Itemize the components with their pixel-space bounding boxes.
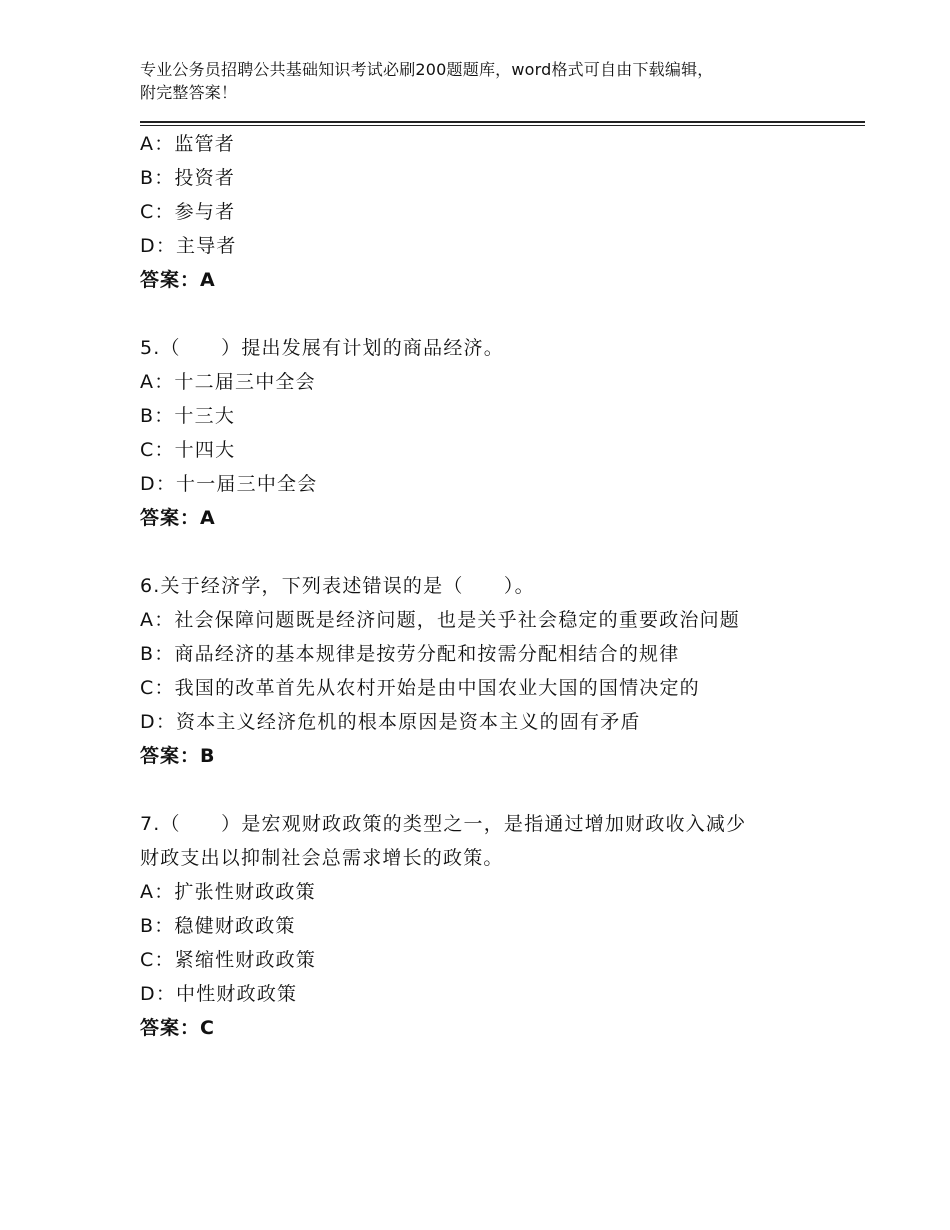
header-divider-thick	[140, 121, 865, 123]
option-a: A：扩张性财政政策	[140, 881, 316, 903]
option-a: A：社会保障问题既是经济问题，也是关乎社会稳定的重要政治问题	[140, 609, 740, 631]
option-a: A：监管者	[140, 133, 235, 155]
option-b: B：投资者	[140, 167, 236, 189]
question-stem: 6.关于经济学，下列表述错误的是（ ）。	[140, 575, 535, 597]
option-a: A：十二届三中全会	[140, 371, 316, 393]
spacer	[140, 297, 840, 331]
option-c: C：我国的改革首先从农村开始是由中国农业大国的国情决定的	[140, 677, 700, 699]
question-stem-line-1: 7.（ ）是宏观财政政策的类型之一，是指通过增加财政收入减少	[140, 813, 747, 835]
question-7	[140, 807, 840, 1045]
answer: 答案：A	[140, 269, 216, 291]
page-header	[140, 58, 820, 104]
question-5	[140, 331, 840, 535]
question-stem-line-2: 财政支出以抑制社会总需求增长的政策。	[140, 847, 504, 869]
option-d: D：资本主义经济危机的根本原因是资本主义的固有矛盾	[140, 711, 641, 733]
answer: 答案：A	[140, 507, 216, 529]
answer: 答案：C	[140, 1017, 215, 1039]
question-list	[140, 127, 840, 1045]
header-line-1: 专业公务员招聘公共基础知识考试必刷200题题库，word格式可自由下载编辑，	[140, 60, 714, 79]
header-line-2: 附完整答案！	[140, 83, 238, 102]
option-d: D：主导者	[140, 235, 237, 257]
spacer	[140, 773, 840, 807]
question-stem: 5.（ ）提出发展有计划的商品经济。	[140, 337, 504, 359]
option-c: C：十四大	[140, 439, 236, 461]
question-4	[140, 127, 840, 297]
question-6	[140, 569, 840, 773]
option-d: D：中性财政政策	[140, 983, 298, 1005]
header-divider-thin	[140, 125, 865, 126]
option-b: B：十三大	[140, 405, 236, 427]
option-d: D：十一届三中全会	[140, 473, 318, 495]
spacer	[140, 535, 840, 569]
option-b: B：商品经济的基本规律是按劳分配和按需分配相结合的规律	[140, 643, 680, 665]
answer: 答案：B	[140, 745, 216, 767]
option-c: C：参与者	[140, 201, 236, 223]
option-b: B：稳健财政政策	[140, 915, 296, 937]
option-c: C：紧缩性财政政策	[140, 949, 317, 971]
